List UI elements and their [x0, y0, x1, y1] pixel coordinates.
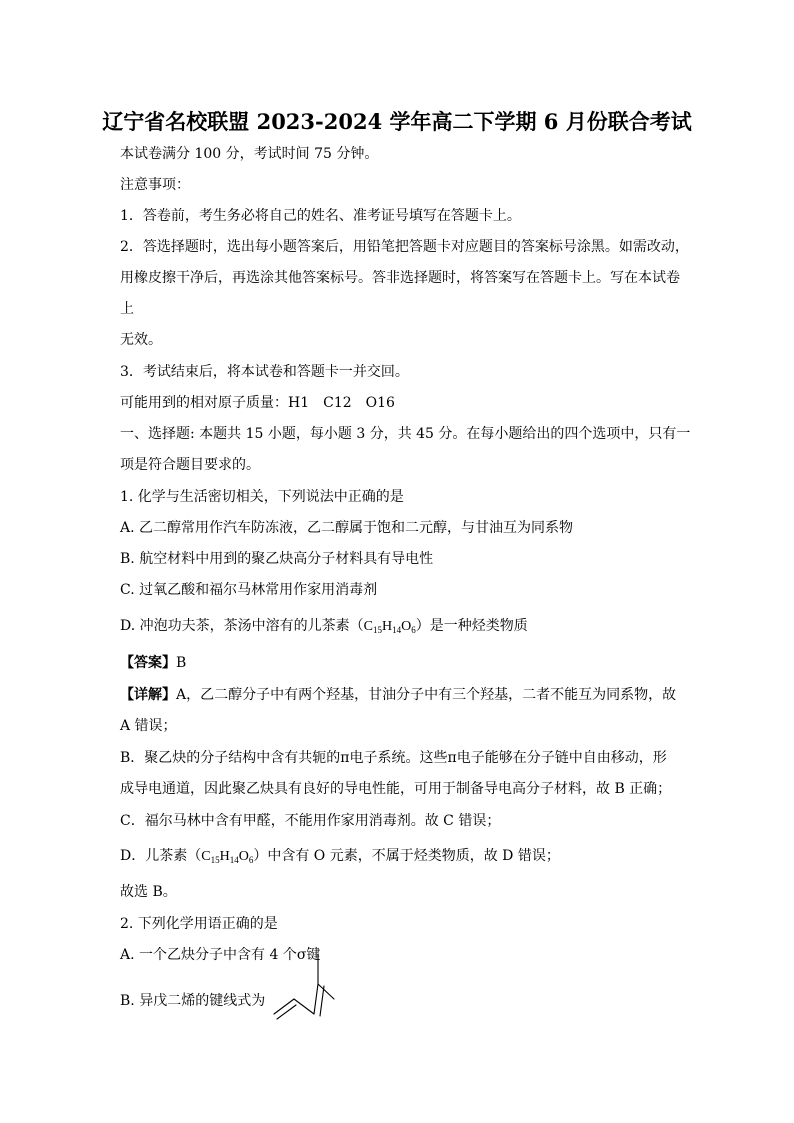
option-d-prefix: D. 冲泡功夫茶，茶汤中溶有的儿茶素（	[120, 618, 364, 634]
question-1-option-b: B. 航空材料中用到的聚乙炔高分子材料具有导电性	[120, 551, 434, 567]
explanation-line: 成导电通道，因此聚乙炔具有良好的导电性能，可用于制备导电高分子材料，故 B 正确；	[120, 781, 672, 797]
exam-intro: 本试卷满分 100 分，考试时间 75 分钟。	[120, 146, 379, 162]
explanation-line: D．儿茶素$(C_{15}H_{14}O_6)$中含有 O 元素，不属于烃类物质，故 D 错误；	[120, 848, 560, 865]
page-title: 辽宁省名校联盟 2023-2024 学年高二下学期 6 月份联合考试	[102, 109, 692, 134]
bond	[294, 999, 314, 1014]
isoprene-skeletal-formula	[272, 950, 342, 1030]
note-item: 1．答卷前，考生务必将自己的姓名、准考证号填写在答题卡上。	[120, 208, 521, 224]
bond-double	[320, 986, 324, 1016]
answer-label: 【答案】	[120, 655, 176, 671]
explanation-line: A 错误；	[120, 718, 177, 734]
answer-line	[120, 653, 186, 673]
question-1-option-d	[120, 616, 528, 640]
notes-heading: 注意事项：	[120, 177, 190, 193]
explanation-line: 【详解】A，乙二醇分子中有两个羟基，甘油分子中有三个羟基，二者不能互为同系物，故	[120, 687, 677, 703]
catechin-formula: $C_{15}H_{14}O_6$	[201, 849, 254, 865]
note-item: 2．答选择题时，选出每小题答案后，用铅笔把答题卡对应题目的答案标号涂黑。如需改动，	[120, 239, 689, 255]
note-item: 用橡皮擦干净后，再选涂其他答案标号。答非选择题时，将答案写在答题卡上。写在本试卷	[120, 270, 680, 286]
explanation-label: 【详解】	[120, 687, 176, 703]
explanation-line: B．聚乙炔的分子结构中含有共轭的π电子系统。这些π电子能够在分子链中自由移动，形	[120, 750, 667, 766]
option-d-suffix: ）是一种烃类物质	[415, 618, 528, 634]
section-heading-cont: 项是符合题目要求的。	[120, 457, 260, 473]
note-item: 无效。	[120, 332, 162, 348]
question-1-option-a: A. 乙二醇常用作汽车防冻液，乙二醇属于饱和二元醇，与甘油互为同系物	[120, 520, 574, 536]
conclusion: 故选 B。	[120, 884, 177, 900]
question-1-stem: 1. 化学与生活密切相关，下列说法中正确的是	[120, 489, 404, 505]
bond	[274, 999, 294, 1014]
note-item: 上	[120, 301, 134, 317]
question-2-stem: 2. 下列化学用语正确的是	[120, 916, 278, 932]
question-2-option-b: B. 异戊二烯的键线式为	[120, 993, 266, 1009]
question-1-option-c: C. 过氧乙酸和福尔马林常用作家用消毒剂	[120, 582, 378, 598]
note-item: 3．考试结束后，将本试卷和答题卡一并交回。	[120, 364, 409, 380]
explanation-line: C．福尔马林中含有甲醛，不能用作家用消毒剂。故 C 错误；	[120, 813, 501, 829]
catechin-formula: $C_{15}H_{14}O_6$	[363, 619, 416, 635]
bond	[318, 984, 334, 999]
atomic-masses: 可能用到的相对原子质量：H1 C12 O16	[120, 395, 395, 411]
bond-double	[277, 1005, 296, 1019]
question-2-option-a: A. 一个乙炔分子中含有 4 个σ键	[120, 947, 321, 963]
section-heading: 一、选择题: 本题共 15 小题，每小题 3 分，共 45 分。在每小题给出的四个选项中，只有一	[120, 426, 691, 442]
answer-value: B	[176, 655, 187, 671]
bond	[314, 984, 318, 1014]
